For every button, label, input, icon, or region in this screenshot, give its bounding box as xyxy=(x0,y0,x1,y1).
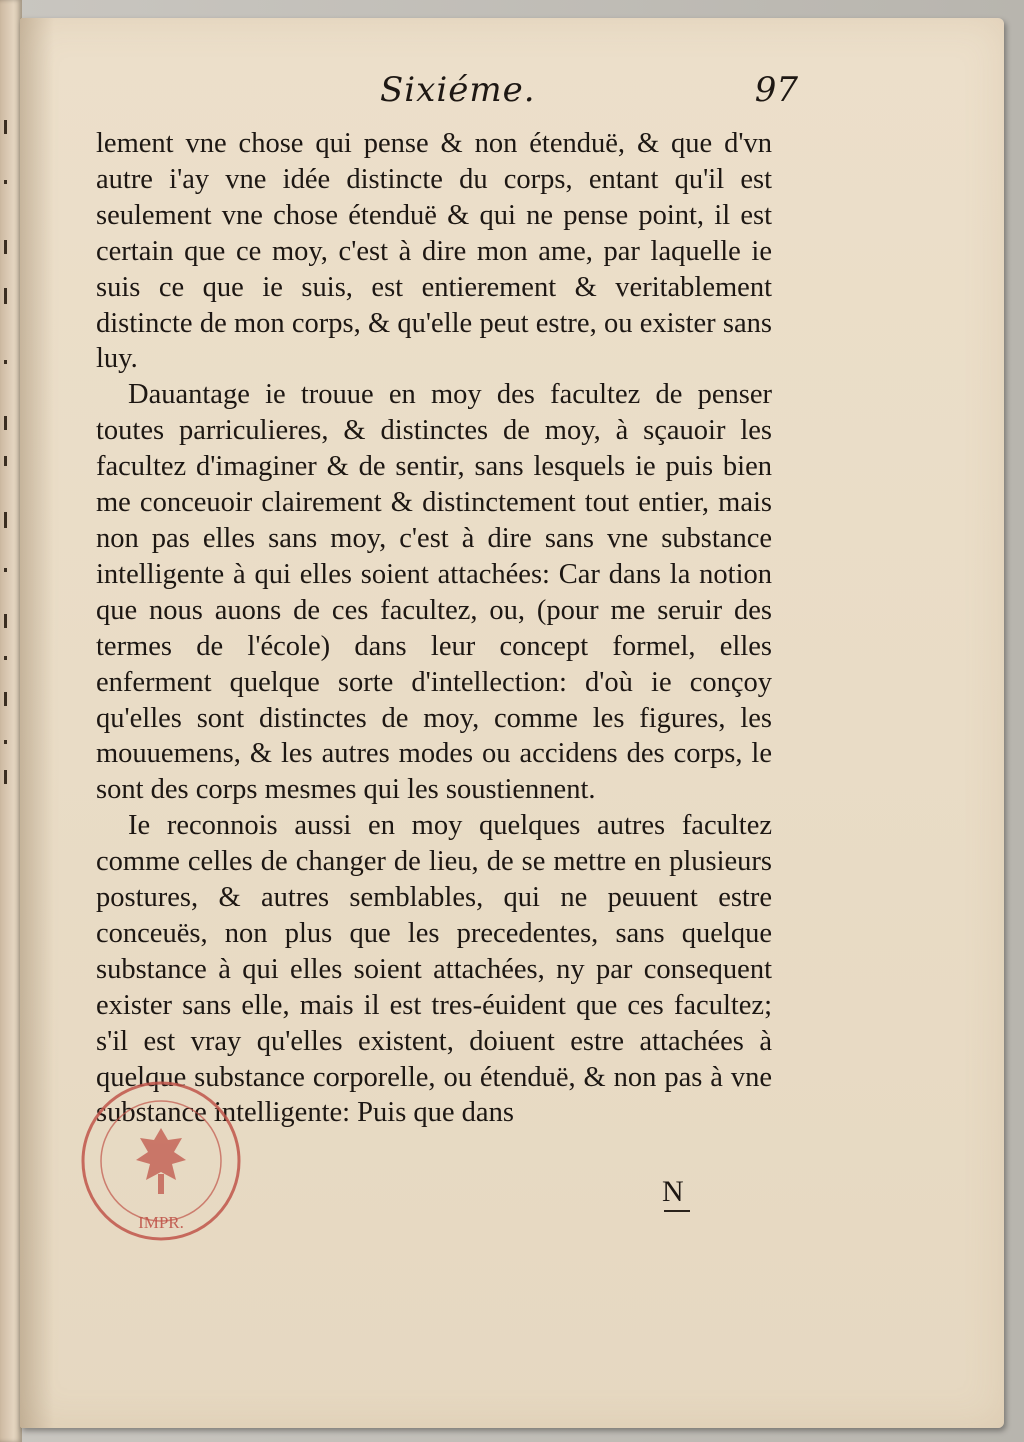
paragraph-continuation: lement vne chose qui pense & non étenduë, & que d'vn autre i'ay vne idée distincte du corps, entant qu'il est seulement vne chose étenduë & qui ne pense point, il est certain que ce moy, c'est à dire mon ame, par laquelle ie suis ce que ie suis, est entierement & veritablement distincte de mon corps, & qu'elle peut estre, ou exister sans luy. xyxy=(96,128,772,375)
eagle-emblem-icon xyxy=(136,1128,186,1194)
signature-mark: N xyxy=(662,1175,684,1208)
body-text xyxy=(96,126,772,1131)
paragraph: Dauantage ie trouue en moy des facultez de penser toutes parriculieres, & distinctes de moy, à sçauoir les facultez d'imaginer & de sentir, sans lesquels ie puis bien me conceuoir clairement & distinctement tout entier, mais non pas elles sans moy, c'est à dire sans vne substance intelligente à qui elles soient attachées: Car dans la notion que nous auons de ces facultez, ou, (pour me seruir des termes de l'école) dans leur concept formel, elles enferment quelque sorte d'intellection: d'où ie conçoy qu'elles sont distinctes de moy, comme les figures, les mouuemens, & les autres modes ou accidens des corps, le sont des corps mesmes qui les soustiennent. xyxy=(96,379,772,806)
page-header xyxy=(110,70,800,130)
stamp-text: IMPR. xyxy=(138,1213,184,1232)
running-head: Sixiéme. xyxy=(380,70,536,110)
previous-page-edge xyxy=(0,0,22,1442)
paragraph: Ie reconnois aussi en moy quelques autres facultez comme celles de changer de lieu, de se mettre en plusieurs postures, & autres semblables, qui ne peuuent estre conceuës, non plus que les precedentes, sans quelque substance à qui elles soient attachées, ny par consequent exister sans elle, mais il est tres-éuident que ces facultez; s'il est vray qu'elles existent, doiuent estre attachées à quelque substance corporelle, ou étenduë, & non pas à vne substance intelligente: Puis que dans xyxy=(96,810,772,1129)
previous-page-type-marks xyxy=(2,120,16,780)
page-number: 97 xyxy=(754,70,798,110)
library-stamp xyxy=(78,1078,244,1244)
page-gutter-shadow xyxy=(20,18,54,1428)
signature-underline xyxy=(664,1210,690,1212)
